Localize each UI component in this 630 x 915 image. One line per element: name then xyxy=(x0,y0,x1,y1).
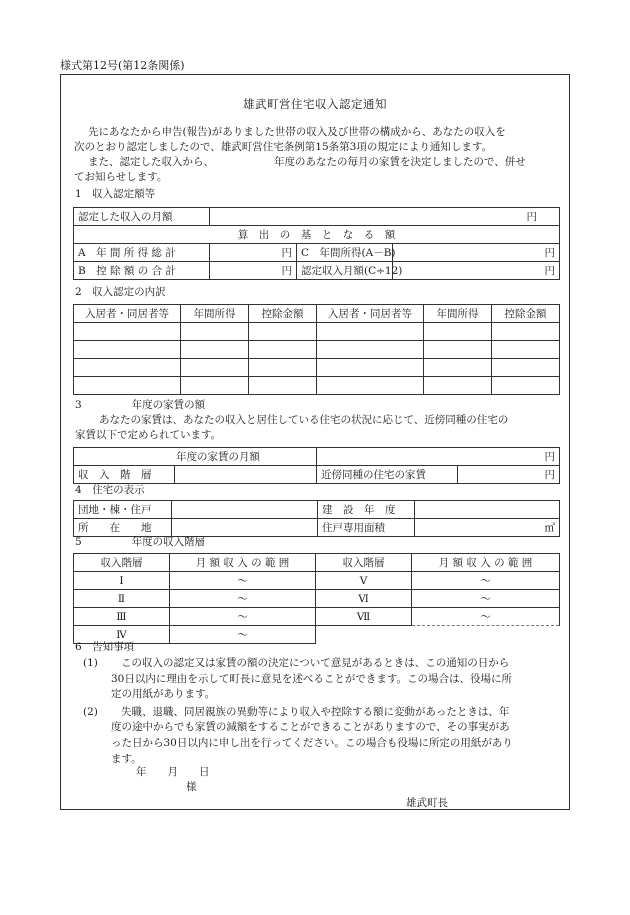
range-cell[interactable]: ～ xyxy=(170,608,316,626)
section-1-heading: 1 収入認定額等 xyxy=(75,188,156,200)
cell[interactable] xyxy=(74,359,181,377)
a-value[interactable]: 円 xyxy=(210,244,297,262)
rent-table xyxy=(73,447,560,484)
cell[interactable] xyxy=(317,377,424,395)
text-line: あなたの家賃は、あなたの収入と居住している住宅の状況に応じて、近傍同種の住宅の xyxy=(99,414,509,426)
intro-line: 次のとおり認定しましたので、雄武町営住宅条例第15条第3項の規定により通知します。 xyxy=(74,141,492,153)
header-cell: 控除金額 xyxy=(249,305,317,323)
b-value[interactable]: 円 xyxy=(210,262,297,280)
form-number: 様式第12号(第12条関係) xyxy=(60,59,185,72)
header-cell: 年間所得 xyxy=(181,305,249,323)
range-cell[interactable]: ～ xyxy=(412,608,560,626)
cell[interactable] xyxy=(317,323,424,341)
section-3-heading xyxy=(75,398,205,413)
cell[interactable] xyxy=(424,341,492,359)
built-label: 建 設 年 度 xyxy=(318,501,415,519)
notice-line: この収入の認定又は家賃の額の決定について意見があるときは、この通知の日から xyxy=(121,657,510,669)
range-cell[interactable]: ～ xyxy=(412,590,560,608)
table-row xyxy=(74,377,560,395)
notice-item xyxy=(75,705,567,767)
housing-table xyxy=(73,500,560,537)
nearby-label: 近傍同種の住宅の家賃 xyxy=(317,466,458,484)
cell[interactable] xyxy=(424,359,492,377)
rank-header: 収入階層 xyxy=(74,554,170,572)
range-cell[interactable]: ～ xyxy=(170,626,316,644)
notice-item xyxy=(75,656,567,703)
table-row xyxy=(74,608,560,626)
notice-line: 30日以内に理由を示して町長に意見を述べることができます。この場合は、役場に所 xyxy=(111,672,513,685)
section-3-text xyxy=(75,413,571,443)
table-row xyxy=(74,323,560,341)
complex-value[interactable] xyxy=(172,501,318,519)
rank-value[interactable] xyxy=(175,466,317,484)
rent-label: 年度の家賃の月額 xyxy=(74,448,317,466)
rent-value[interactable]: 円 xyxy=(317,448,560,466)
cell[interactable] xyxy=(317,359,424,377)
notice-line: 失職、退職、同居親族の異動等により収入や控除する額に変動があったときは、年 xyxy=(121,705,510,718)
table-row xyxy=(74,572,560,590)
cell[interactable] xyxy=(424,377,492,395)
intro-paragraph xyxy=(74,125,570,185)
notice-list xyxy=(75,656,567,767)
rank-label: Ⅱ xyxy=(74,590,170,608)
range-cell[interactable]: ～ xyxy=(412,572,560,590)
location-label: 所 在 地 xyxy=(74,519,172,537)
d-value[interactable]: 円 xyxy=(393,262,560,280)
table-row xyxy=(74,341,560,359)
cell[interactable] xyxy=(249,377,317,395)
cell[interactable] xyxy=(74,323,181,341)
cell[interactable] xyxy=(492,323,560,341)
document-title: 雄武町営住宅収入認定通知 xyxy=(243,97,387,111)
header-cell: 入居者・同居者等 xyxy=(74,305,181,323)
c-value[interactable]: 円 xyxy=(393,244,560,262)
notice-line: った日から30日以内に申し出を行ってください。この場合も役場に所定の用紙があり xyxy=(111,736,513,749)
rank-label: Ⅴ xyxy=(316,572,412,590)
range-cell[interactable]: ～ xyxy=(170,572,316,590)
intro-line xyxy=(74,155,570,170)
notice-number: (2) xyxy=(83,705,98,718)
rank-label: Ⅶ xyxy=(316,608,412,626)
date-field[interactable]: 年 月 日 xyxy=(136,766,210,778)
section-3-title: 年度の家賃の額 xyxy=(131,399,206,411)
rank-label: Ⅰ xyxy=(74,572,170,590)
cell[interactable] xyxy=(424,323,492,341)
section-5-heading xyxy=(75,535,205,550)
cell[interactable] xyxy=(74,341,181,359)
notice-line: 度の途中からでも家賃の減額をすることができることがありますので、その事実があ xyxy=(111,721,510,734)
rank-header: 収入階層 xyxy=(316,554,412,572)
income-breakdown-table xyxy=(73,304,560,395)
notice-line: ます。 xyxy=(111,752,142,765)
section-5-title: 年度の収入階層 xyxy=(131,536,206,548)
cell[interactable] xyxy=(249,323,317,341)
header-cell: 入居者・同居者等 xyxy=(317,305,424,323)
area-label: 住戸専用面積 xyxy=(318,519,415,537)
cell[interactable] xyxy=(317,341,424,359)
intro-line: 先にあなたから申告(報告)がありました世帯の収入及び世帯の構成から、あなたの収入を xyxy=(88,126,506,138)
range-header: 月 額 収 入 の 範 囲 xyxy=(170,554,316,572)
cell[interactable] xyxy=(249,341,317,359)
notice-line: 定の用紙があります。 xyxy=(111,688,216,701)
cell[interactable] xyxy=(492,377,560,395)
header-cell: 年間所得 xyxy=(424,305,492,323)
empty-cell xyxy=(316,626,412,644)
cell[interactable] xyxy=(492,341,560,359)
monthly-income-value[interactable]: 円 xyxy=(210,208,560,226)
location-value[interactable] xyxy=(172,519,318,537)
table-row xyxy=(74,626,560,644)
section-3-number: 3 xyxy=(75,399,82,411)
a-label: A 年 間 所 得 総 計 xyxy=(74,244,210,262)
income-certification-table xyxy=(73,207,560,244)
rank-label: Ⅲ xyxy=(74,608,170,626)
text-line: 家賃以下で定められています。 xyxy=(75,429,222,441)
notice-number: (1) xyxy=(83,657,98,669)
rank-label: Ⅳ xyxy=(74,626,170,644)
area-value[interactable]: ㎡ xyxy=(415,519,560,537)
intro-text: 年度のあなたの毎月の家賃を決定しましたので、併せ xyxy=(274,156,526,168)
income-rank-table xyxy=(73,553,560,644)
rank-label: Ⅵ xyxy=(316,590,412,608)
notice-text xyxy=(111,656,567,703)
empty-cell xyxy=(412,626,560,644)
rank-label: 収 入 階 層 xyxy=(74,466,175,484)
range-header: 月 額 収 入 の 範 囲 xyxy=(412,554,560,572)
intro-text: また、認定した収入から、 xyxy=(88,156,214,168)
basis-table xyxy=(73,243,560,280)
recipient-honorific: 様 xyxy=(186,781,197,793)
complex-label: 団地・棟・住戸 xyxy=(74,501,172,519)
cell[interactable] xyxy=(181,359,249,377)
section-4-heading: 4 住宅の表示 xyxy=(75,484,145,496)
table-row xyxy=(74,590,560,608)
built-value[interactable] xyxy=(415,501,560,519)
header-cell: 控除金額 xyxy=(492,305,560,323)
cell[interactable] xyxy=(181,323,249,341)
basis-header: 算 出 の 基 と な る 額 xyxy=(74,226,560,244)
cell[interactable] xyxy=(74,377,181,395)
cell[interactable] xyxy=(492,359,560,377)
intro-line: てお知らせします。 xyxy=(74,171,168,183)
monthly-income-label: 認定した収入の月額 xyxy=(74,208,210,226)
cell[interactable] xyxy=(249,359,317,377)
c-label: C 年間所得(A－B) xyxy=(297,244,393,262)
section-5-number: 5 xyxy=(75,536,82,548)
notice-text xyxy=(111,705,567,767)
d-label: 認定収入月額(C÷12) xyxy=(297,262,393,280)
cell[interactable] xyxy=(181,377,249,395)
section-2-heading: 2 収入認定の内訳 xyxy=(75,286,166,298)
section-6-heading: 6 告知事項 xyxy=(75,641,135,653)
table-row xyxy=(74,359,560,377)
range-cell[interactable]: ～ xyxy=(170,590,316,608)
b-label: B 控 除 額 の 合 計 xyxy=(74,262,210,280)
issuer-name: 雄武町長 xyxy=(406,797,448,809)
nearby-value[interactable]: 円 xyxy=(458,466,560,484)
cell[interactable] xyxy=(181,341,249,359)
